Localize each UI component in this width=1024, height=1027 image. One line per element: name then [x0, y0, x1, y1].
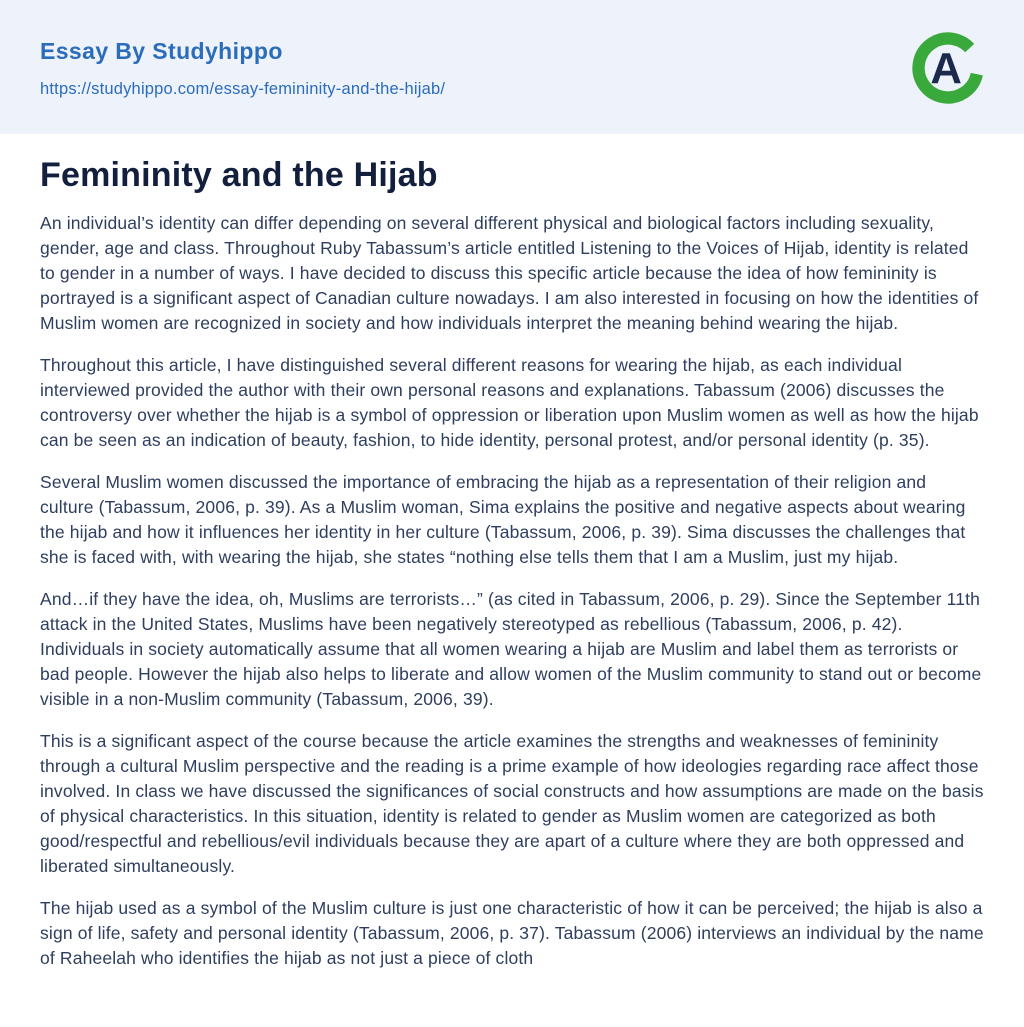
studyhippo-logo-icon — [910, 30, 986, 106]
source-url-link[interactable]: https://studyhippo.com/essay-femininity-and-the-hijab/ — [40, 79, 446, 98]
essay-paragraph-5: This is a significant aspect of the course because the article examines the strengths and weaknesses of femininity through a cultural Muslim perspective and the reading is a prime example of how ideologies regarding race affect those involved. In class we have discussed the significances of social constructs and how assumptions are made on the basis of physical characteristics. In this situation, identity is related to gender as Muslim women are categorized as both good/respectful and rebellious/evil individuals because they are apart of a culture where they are both oppressed and liberated simultaneously. — [40, 731, 984, 876]
header-text-block — [40, 38, 445, 99]
logo-letter: A — [930, 44, 962, 94]
essay-paragraph-1: An individual’s identity can differ depending on several different physical and biological factors including sexuality, gender, age and class. Throughout Ruby Tabassum’s article entitled Listening to the Voices of Hijab, identity is related to gender in a number of ways. I have decided to discuss this specific article because the idea of how femininity is portrayed is a significant aspect of Canadian culture nowadays. I am also interested in focusing on how the identities of Muslim women are recognized in society and how individuals interpret the meaning behind wearing the hijab. — [40, 213, 979, 333]
page-title: Femininity and the Hijab — [40, 156, 438, 194]
essay-article — [0, 134, 1024, 971]
essay-paragraph-3: Several Muslim women discussed the importance of embracing the hijab as a representation of their religion and culture (Tabassum, 2006, p. 39). As a Muslim woman, Sima explains the positive and negative aspects about wearing the hijab and how it influences her identity in her culture (Tabassum, 2006, p. 39). Sima discusses the challenges that she is faced with, with wearing the hijab, she states “nothing else tells them that I am a Muslim, just my hijab. — [40, 472, 966, 567]
essay-paragraph-6: The hijab used as a symbol of the Muslim culture is just one characteristic of how it can be perceived; the hijab is also a sign of life, safety and personal identity (Tabassum, 2006, p. 37). Tabassum (2006) interviews an individual by the name of Raheelah who identifies the hijab as not just a piece of cloth — [40, 898, 984, 968]
essay-paragraph-4: And…if they have the idea, oh, Muslims are terrorists…” (as cited in Tabassum, 2006, p. 29). Since the September 11th attack in the United States, Muslims have been negatively stereotyped as rebellious (Tabassum, 2006, p. 42). Individuals in society automatically assume that all women wearing a hijab are Muslim and label them as terrorists or bad people. However the hijab also helps to liberate and allow women of the Muslim community to stand out or become visible in a non-Muslim community (Tabassum, 2006, 39). — [40, 589, 982, 709]
essay-paragraph-2: Throughout this article, I have distinguished several different reasons for wearing the hijab, as each individual interviewed provided the author with their own personal reasons and explanations. Tabassum (2006) discusses the controversy over whether the hijab is a symbol of oppression or liberation upon Muslim women as well as how the hijab can be seen as an indication of beauty, fashion, to hide identity, personal protest, and/or personal identity (p. 35). — [40, 355, 979, 450]
studyhippo-logo — [910, 30, 986, 106]
byline: Essay By Studyhippo — [40, 37, 283, 64]
page-header — [0, 0, 1024, 134]
